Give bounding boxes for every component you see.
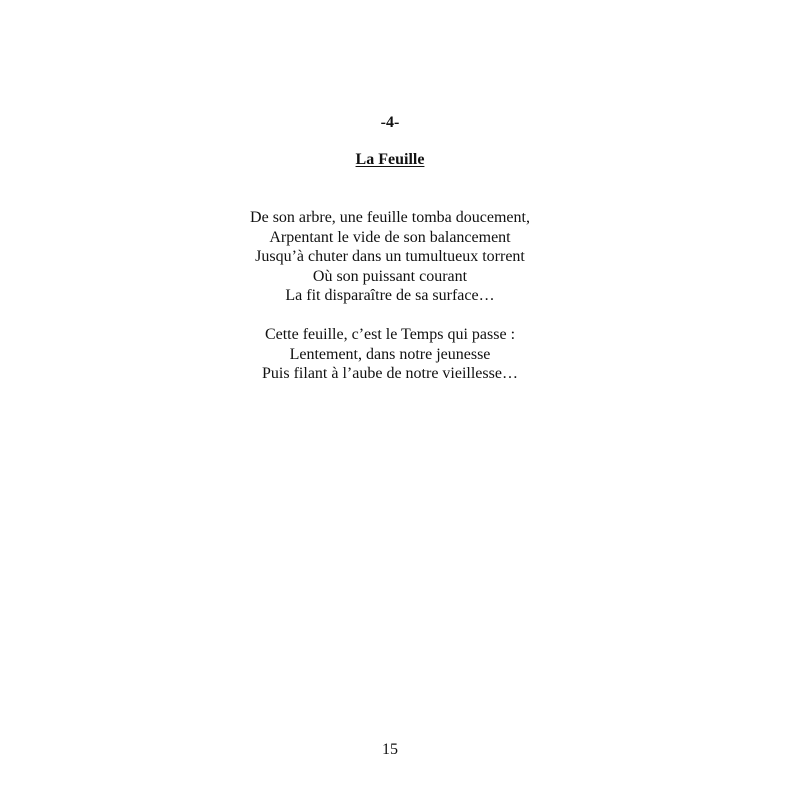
verse-line: Où son puissant courant [312, 267, 468, 285]
verse-line: Lentement, dans notre jeunesse [289, 345, 491, 363]
stanza [0, 325, 780, 384]
page-number: 15 [382, 741, 398, 758]
verse-line: Jusqu’à chuter dans un tumultueux torrent [255, 248, 525, 265]
verse-line: Cette feuille, c’est le Temps qui passe : [264, 326, 516, 343]
verse-line: Arpentant le vide de son balancement [269, 228, 511, 246]
poem-title: La Feuille [355, 151, 425, 168]
verse-line: La fit disparaître de sa surface… [285, 287, 495, 304]
verse-line: De son arbre, une feuille tomba doucement, [250, 209, 530, 226]
stanza [0, 208, 780, 306]
poem-number: -4- [380, 114, 400, 131]
verse-line: Puis filant à l’aube de notre vieillesse… [262, 365, 518, 382]
